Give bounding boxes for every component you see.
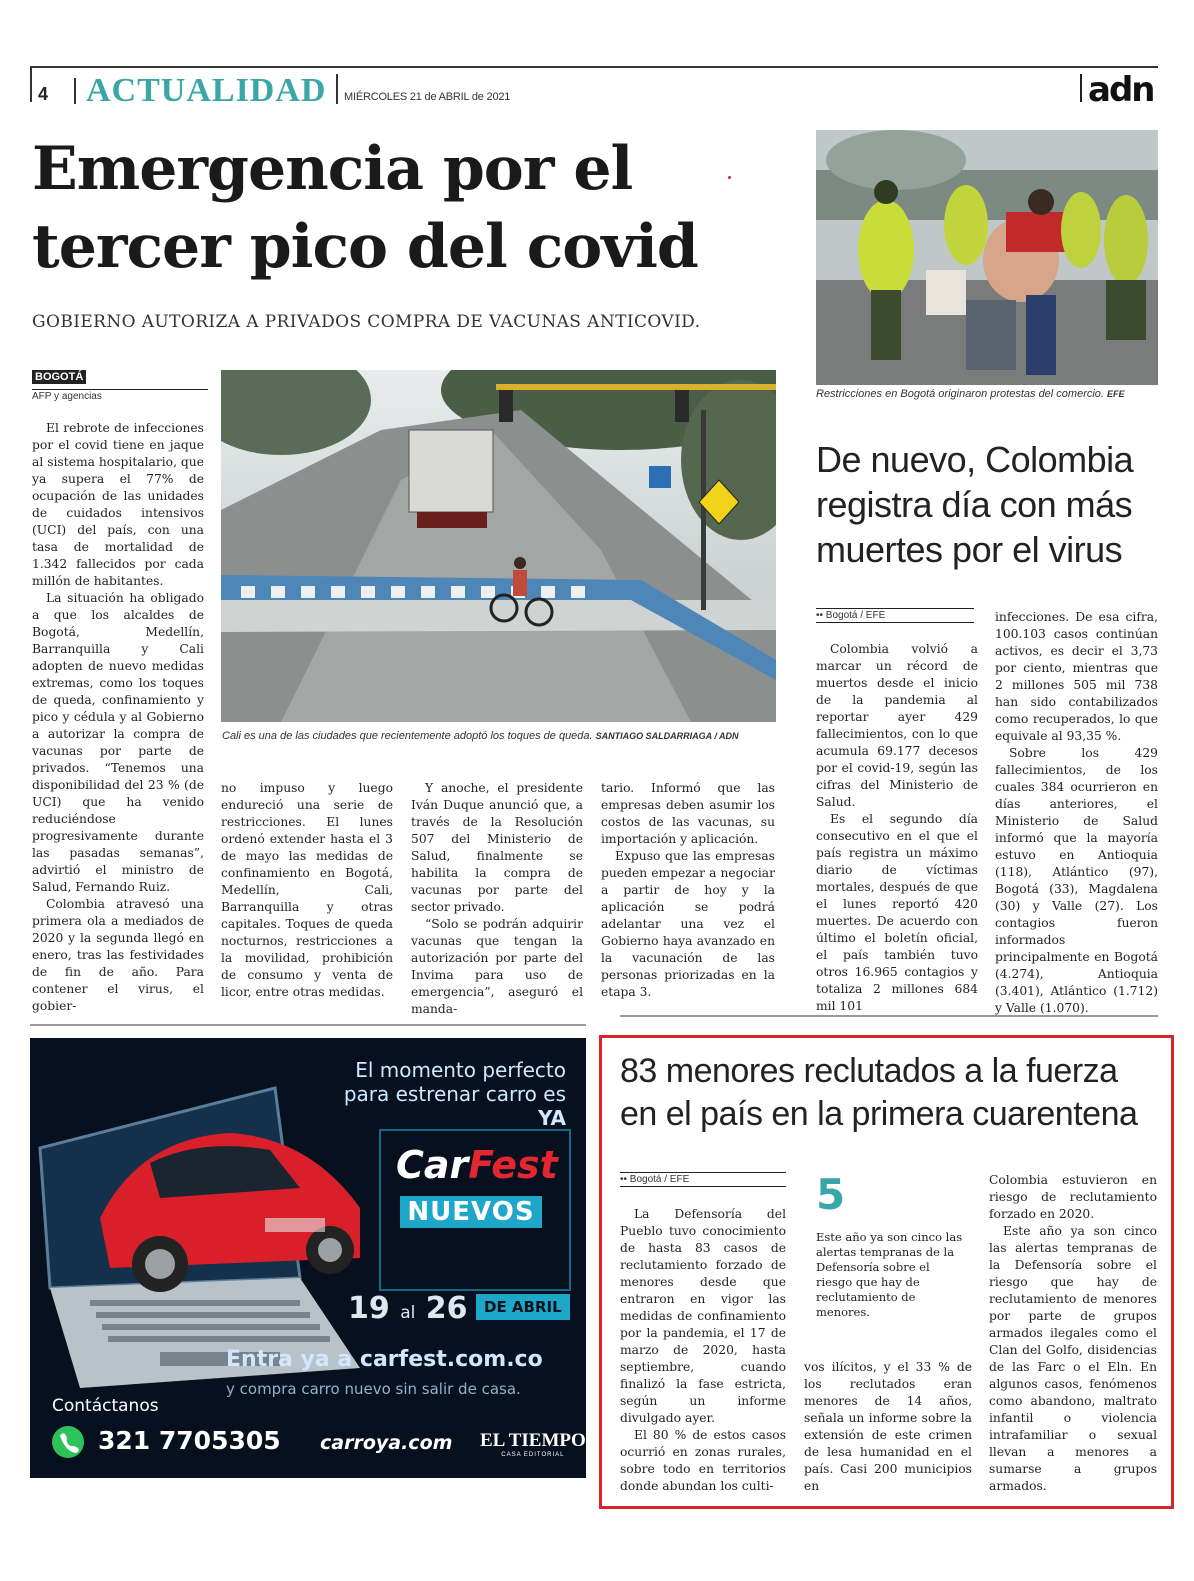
side-headline: De nuevo, Colombia registra día con más muertes por el virus — [816, 439, 1134, 570]
nuevos-badge: NUEVOS — [400, 1196, 542, 1228]
section-divider — [620, 1015, 1158, 1017]
ad-cta-sub: y compra carro nuevo sin salir de casa. — [226, 1380, 521, 1398]
article-source: AFP y agencias — [32, 389, 208, 402]
carfest-logo-a: Car — [396, 1143, 469, 1187]
box-column-1 — [620, 1206, 786, 1495]
paragraph: infecciones. De esa cifra, 100.103 casos continúan activos, es decir el 3,73 por ciento, mientras que 2 millones 505 mil 738 han sido contabilizados como recuperados, lo que equivale al 93,35 %. — [995, 610, 1158, 743]
side-photo-caption — [816, 388, 1158, 400]
date-to: 26 — [425, 1291, 468, 1326]
header-divider — [74, 78, 76, 104]
paragraph: Sobre los 429 fallecimientos, de los cuales 384 ocurrieron en días anteriores, el Ministerio de Salud informó que la mayoría estuvo en Antioquia (118), Atlántico (97), Bogotá (33), Magdalena (30) y Valle (27). Los contagios fueron informados principalmente en Bogotá (4.274), Antioquia (3.401), Atlántico (1.712) y Valle (1.070). — [995, 746, 1158, 1015]
paragraph: Es el segundo día consecutivo en el que el país registra un máximo diario de víctimas mortales, después de que el lunes reportó 420 muertes. De acuerdo con último el boletín oficial, el país también tuvo otros 16.965 contagios y totaliza 2 millones 684 mil 101 — [816, 812, 978, 1013]
article-column-2 — [221, 780, 393, 1001]
article-column-4 — [601, 780, 775, 1001]
ad-slogan-emphasis: YA — [537, 1106, 566, 1130]
header-divider — [336, 74, 338, 104]
decorative-dot — [728, 176, 731, 179]
logo-divider — [1080, 74, 1082, 102]
paragraph: Y anoche, el presidente Iván Duque anunció que, a través de la Resolución 507 del Ministerio de Salud, finalmente se habilita la compra de vacunas por parte del sector privado. — [411, 781, 583, 914]
side-column-2 — [995, 609, 1158, 1017]
paragraph: Colombia volvió a marcar un récord de muertos desde el inicio de la pandemia al reportar ayer 429 fallecimientos, con lo que acumula 69.177 decesos por el covid-19, según las cifras del Ministerio de Salud. — [816, 642, 978, 809]
ad-cta[interactable]: Entra ya a carfest.com.co — [226, 1347, 543, 1372]
location-tag: BOGOTÁ — [32, 370, 86, 384]
main-headline: Emergencia por el tercer pico del covid — [32, 134, 698, 282]
side-byline: •• Bogotá / EFE — [816, 608, 974, 623]
paragraph: tario. Informó que las empresas deben asumir los costos de las vacunas, su importación y aplicación. — [601, 781, 775, 846]
photo-credit: EFE — [1107, 389, 1125, 399]
caption-text: Restricciones en Bogotá originaron protestas del comercio. — [816, 388, 1104, 400]
paragraph: La situación ha obligado a que los alcaldes de Bogotá, Medellín, Barranquilla y Cali adopten de nuevo medidas extremas, como los toques de queda, confinamiento y pico y cédula y al Gobierno a autorizar la compra de vacunas por parte de privados. “Tenemos una disponibilidad del 23 % (de UCI) que ha venido reduciéndose progresivamente durante las pasadas semanas”, advirtió el ministro de Salud, Fernando Ruiz. — [32, 591, 204, 894]
paragraph: Colombia estuvieron en riesgo de reclutamiento forzado en 2020. — [989, 1173, 1157, 1221]
box-headline: 83 menores reclutados a la fuerza en el país en la primera cuarentena — [620, 1052, 1138, 1133]
stat-number: 5 — [816, 1170, 846, 1219]
eltiempo-logo — [480, 1430, 586, 1458]
protest-photo — [816, 130, 1158, 385]
street-photo — [221, 370, 776, 722]
paragraph: “Solo se podrán adquirir vacunas que tengan la autorización por parte del Invima para uso de emergencia”, aseguró el manda- — [411, 917, 583, 1016]
stat-text: Este año ya son cinco las alertas tempranas de la Defensoría sobre el riesgo que hay de reclutamiento de menores. — [816, 1230, 963, 1319]
month-badge: DE ABRIL — [476, 1294, 570, 1320]
box-column-3 — [989, 1172, 1157, 1495]
date-from: 19 — [348, 1291, 390, 1326]
date-range — [348, 1291, 468, 1326]
ad-slogan-text: para estrenar carro es — [343, 1082, 566, 1106]
date-al: al — [400, 1303, 416, 1323]
header-rule — [30, 66, 1158, 68]
carfest-advertisement[interactable] — [30, 1038, 586, 1478]
photo-caption — [222, 730, 776, 742]
section-divider — [30, 1024, 586, 1026]
paragraph: no impuso y luego endureció una serie de restricciones. El lunes ordenó extender hasta el 3 de mayo las medidas de confinamiento en Bogotá, Medellín, Cali, Barranquilla y otras capitales. Toques de queda nocturnos, restricciones a la movilidad, prohibición de consumo y venta de licor, entre otras medidas. — [221, 781, 393, 999]
paragraph: vos ilícitos, y el 33 % de los reclutados eran menores de 14 años, señala un informe sobre la extensión de este crimen de lesa humanidad en el país. Casi 200 municipios en — [804, 1360, 972, 1493]
paragraph: El rebrote de infecciones por el covid tiene en jaque al sistema hospitalario, que ya supera el 77% de ocupación de las unidades de cuidados intensivos (UCI) del país, con una tasa de mortalidad de 1.342 fallecidos por cada millón de habitantes. — [32, 421, 204, 588]
issue-date: MIÉRCOLES 21 de ABRIL de 2021 — [344, 91, 511, 103]
box-column-2 — [804, 1359, 972, 1495]
carfest-logo-b: Fest — [468, 1143, 558, 1187]
page-number: 4 — [38, 84, 49, 104]
header-divider — [30, 66, 32, 102]
carfest-logo — [396, 1143, 558, 1187]
paragraph: Colombia atravesó una primera ola a mediados de 2020 y la segunda llegó en enero, tras las festividades de fin de año. Para contener el virus, el gobier- — [32, 897, 204, 1013]
eltiempo-logo-text: EL TIEMPO — [480, 1430, 586, 1451]
paragraph: El 80 % de estos casos ocurrió en zonas rurales, sobre todo en territorios donde abundan los culti- — [620, 1428, 786, 1493]
ad-slogan-line-2 — [330, 1082, 566, 1130]
paragraph: Expuso que las empresas pueden empezar a negociar a partir de hoy y la aplicación se podrá adelantar una vez el Gobierno haya avanzado en la vacunación de las personas priorizadas en la etapa 3. — [601, 849, 775, 999]
box-byline: •• Bogotá / EFE — [620, 1172, 786, 1187]
section-title: ACTUALIDAD — [86, 72, 327, 109]
article-column-3 — [411, 780, 583, 1018]
eltiempo-logo-sub: CASA EDITORIAL — [501, 1452, 565, 1458]
paragraph: Este año ya son cinco las alertas tempranas de la Defensoría sobre el riesgo que hay de reclutamiento de menores por parte de grupos armados ilegales como el Clan del Golfo, disidencias de las Farc o el Eln. En algunos casos, fenómenos como abandono, maltrato infantil o violencia intrafamiliar o sexual llevan a menores a sumarse a grupos armados. — [989, 1224, 1157, 1493]
contact-label: Contáctanos — [52, 1396, 159, 1416]
main-subhead: GOBIERNO AUTORIZA A PRIVADOS COMPRA DE VACUNAS ANTICOVID. — [32, 312, 701, 332]
photo-credit: SANTIAGO SALDARRIAGA / ADN — [595, 731, 739, 741]
side-column-1 — [816, 641, 978, 1015]
article-column-1 — [32, 420, 204, 1015]
carroya-logo: carroya.com — [320, 1432, 453, 1454]
caption-text: Cali es una de las ciudades que recientemente adoptó los toques de queda. — [222, 730, 593, 742]
paragraph: La Defensoría del Pueblo tuvo conocimiento de hasta 83 casos de reclutamiento forzado de menores desde que entraron en vigor las medidas de confinamiento por la pandemia, el 17 de marzo de 2020, hasta septiembre, cuando finalizó la fase estricta, según un informe divulgado ayer. — [620, 1207, 786, 1425]
adn-logo: adn — [1088, 70, 1154, 110]
ad-slogan-line-1: El momento perfecto — [355, 1058, 566, 1082]
ad-slogan — [330, 1058, 566, 1130]
contact-phone[interactable]: 321 7705305 — [98, 1426, 281, 1455]
